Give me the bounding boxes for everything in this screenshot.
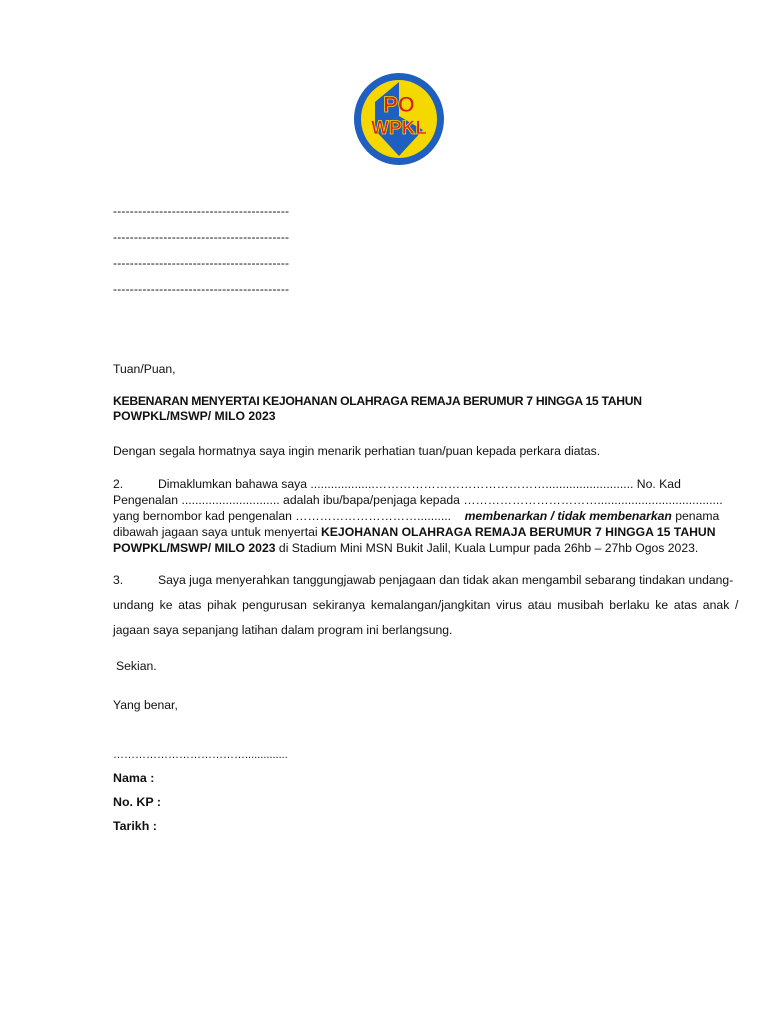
subject-line-1: KEBENARAN MENYERTAI KEJOHANAN OLAHRAGA REMAJA BERUMUR 7 HINGGA 15 TAHUN: [113, 394, 642, 408]
para2-line-3-dots: …………………………..........: [295, 509, 452, 523]
para3-line-1: Saya juga menyerahkan tanggungjawab penjagaan dan tidak akan mengambil sebarang tindakan undang-: [158, 573, 734, 587]
para2-line-1-start: Dimaklumkan bahawa saya: [158, 477, 311, 491]
para2-line-2-start: Pengenalan: [113, 493, 182, 507]
para2-line-5: [113, 540, 698, 556]
powpkl-logo-graphic: [353, 72, 445, 166]
salutation: Tuan/Puan,: [113, 362, 176, 376]
signature-line: ………………………………..............: [113, 749, 288, 761]
logo-text-bottom: WPKL: [371, 118, 427, 139]
para3-line-2: undang ke atas pihak pengurusan sekiranya kemalangan/jangkitan virus atau musibah berlaku ke atas anak /: [113, 598, 739, 612]
para2-line-3-end: penama: [671, 509, 720, 523]
intro-paragraph: Dengan segala hormatnya saya ingin menarik perhatian tuan/puan kepada perkara diatas.: [113, 444, 601, 458]
para2-line-1-dots: ...................……………………………………..........................: [310, 477, 634, 491]
address-line: ------------------------------------------: [113, 230, 290, 244]
para2-line-4-start: dibawah jagaan saya untuk menyertai: [113, 525, 321, 539]
address-line: ------------------------------------------: [113, 256, 290, 270]
para2-line-4: [113, 524, 716, 540]
para2-line-1: [158, 476, 681, 492]
para2-line-1-end: No. Kad: [633, 477, 681, 491]
closing: Sekian.: [116, 659, 157, 673]
para2-line-2-dots: .............................: [181, 493, 280, 507]
name-field-label: Nama :: [113, 771, 155, 785]
consent-option: membenarkan / tidak membenarkan: [464, 509, 672, 523]
para2-line-3: [113, 508, 719, 524]
para3-line-3: jagaan saya sepanjang latihan dalam program ini berlangsung.: [113, 623, 453, 637]
para2-line-2-dots-2: …………………………….....................................: [463, 493, 723, 507]
subject-line-2: POWPKL/MSWP/ MILO 2023: [113, 409, 276, 423]
para3-number: 3.: [113, 573, 124, 587]
powpkl-logo: [353, 72, 445, 166]
event-code: POWPKL/MSWP/ MILO 2023: [113, 541, 276, 555]
logo-text-top: PO: [383, 92, 415, 117]
address-line: ------------------------------------------: [113, 282, 290, 296]
para2-line-2-mid: adalah ibu/bapa/penjaga kepada: [279, 493, 464, 507]
sign-off: Yang benar,: [113, 698, 178, 712]
ic-field-label: No. KP :: [113, 795, 161, 809]
event-name: KEJOHANAN OLAHRAGA REMAJA BERUMUR 7 HINGGA 15 TAHUN: [321, 525, 716, 539]
address-line: ------------------------------------------: [113, 204, 290, 218]
date-field-label: Tarikh :: [113, 819, 157, 833]
para2-line-5-end: di Stadium Mini MSN Bukit Jalil, Kuala Lumpur pada 26hb – 27hb Ogos 2023.: [275, 541, 699, 555]
para2-number: 2.: [113, 477, 124, 491]
para2-line-3-start: yang bernombor kad pengenalan: [113, 509, 296, 523]
para2-line-2: [113, 492, 723, 508]
